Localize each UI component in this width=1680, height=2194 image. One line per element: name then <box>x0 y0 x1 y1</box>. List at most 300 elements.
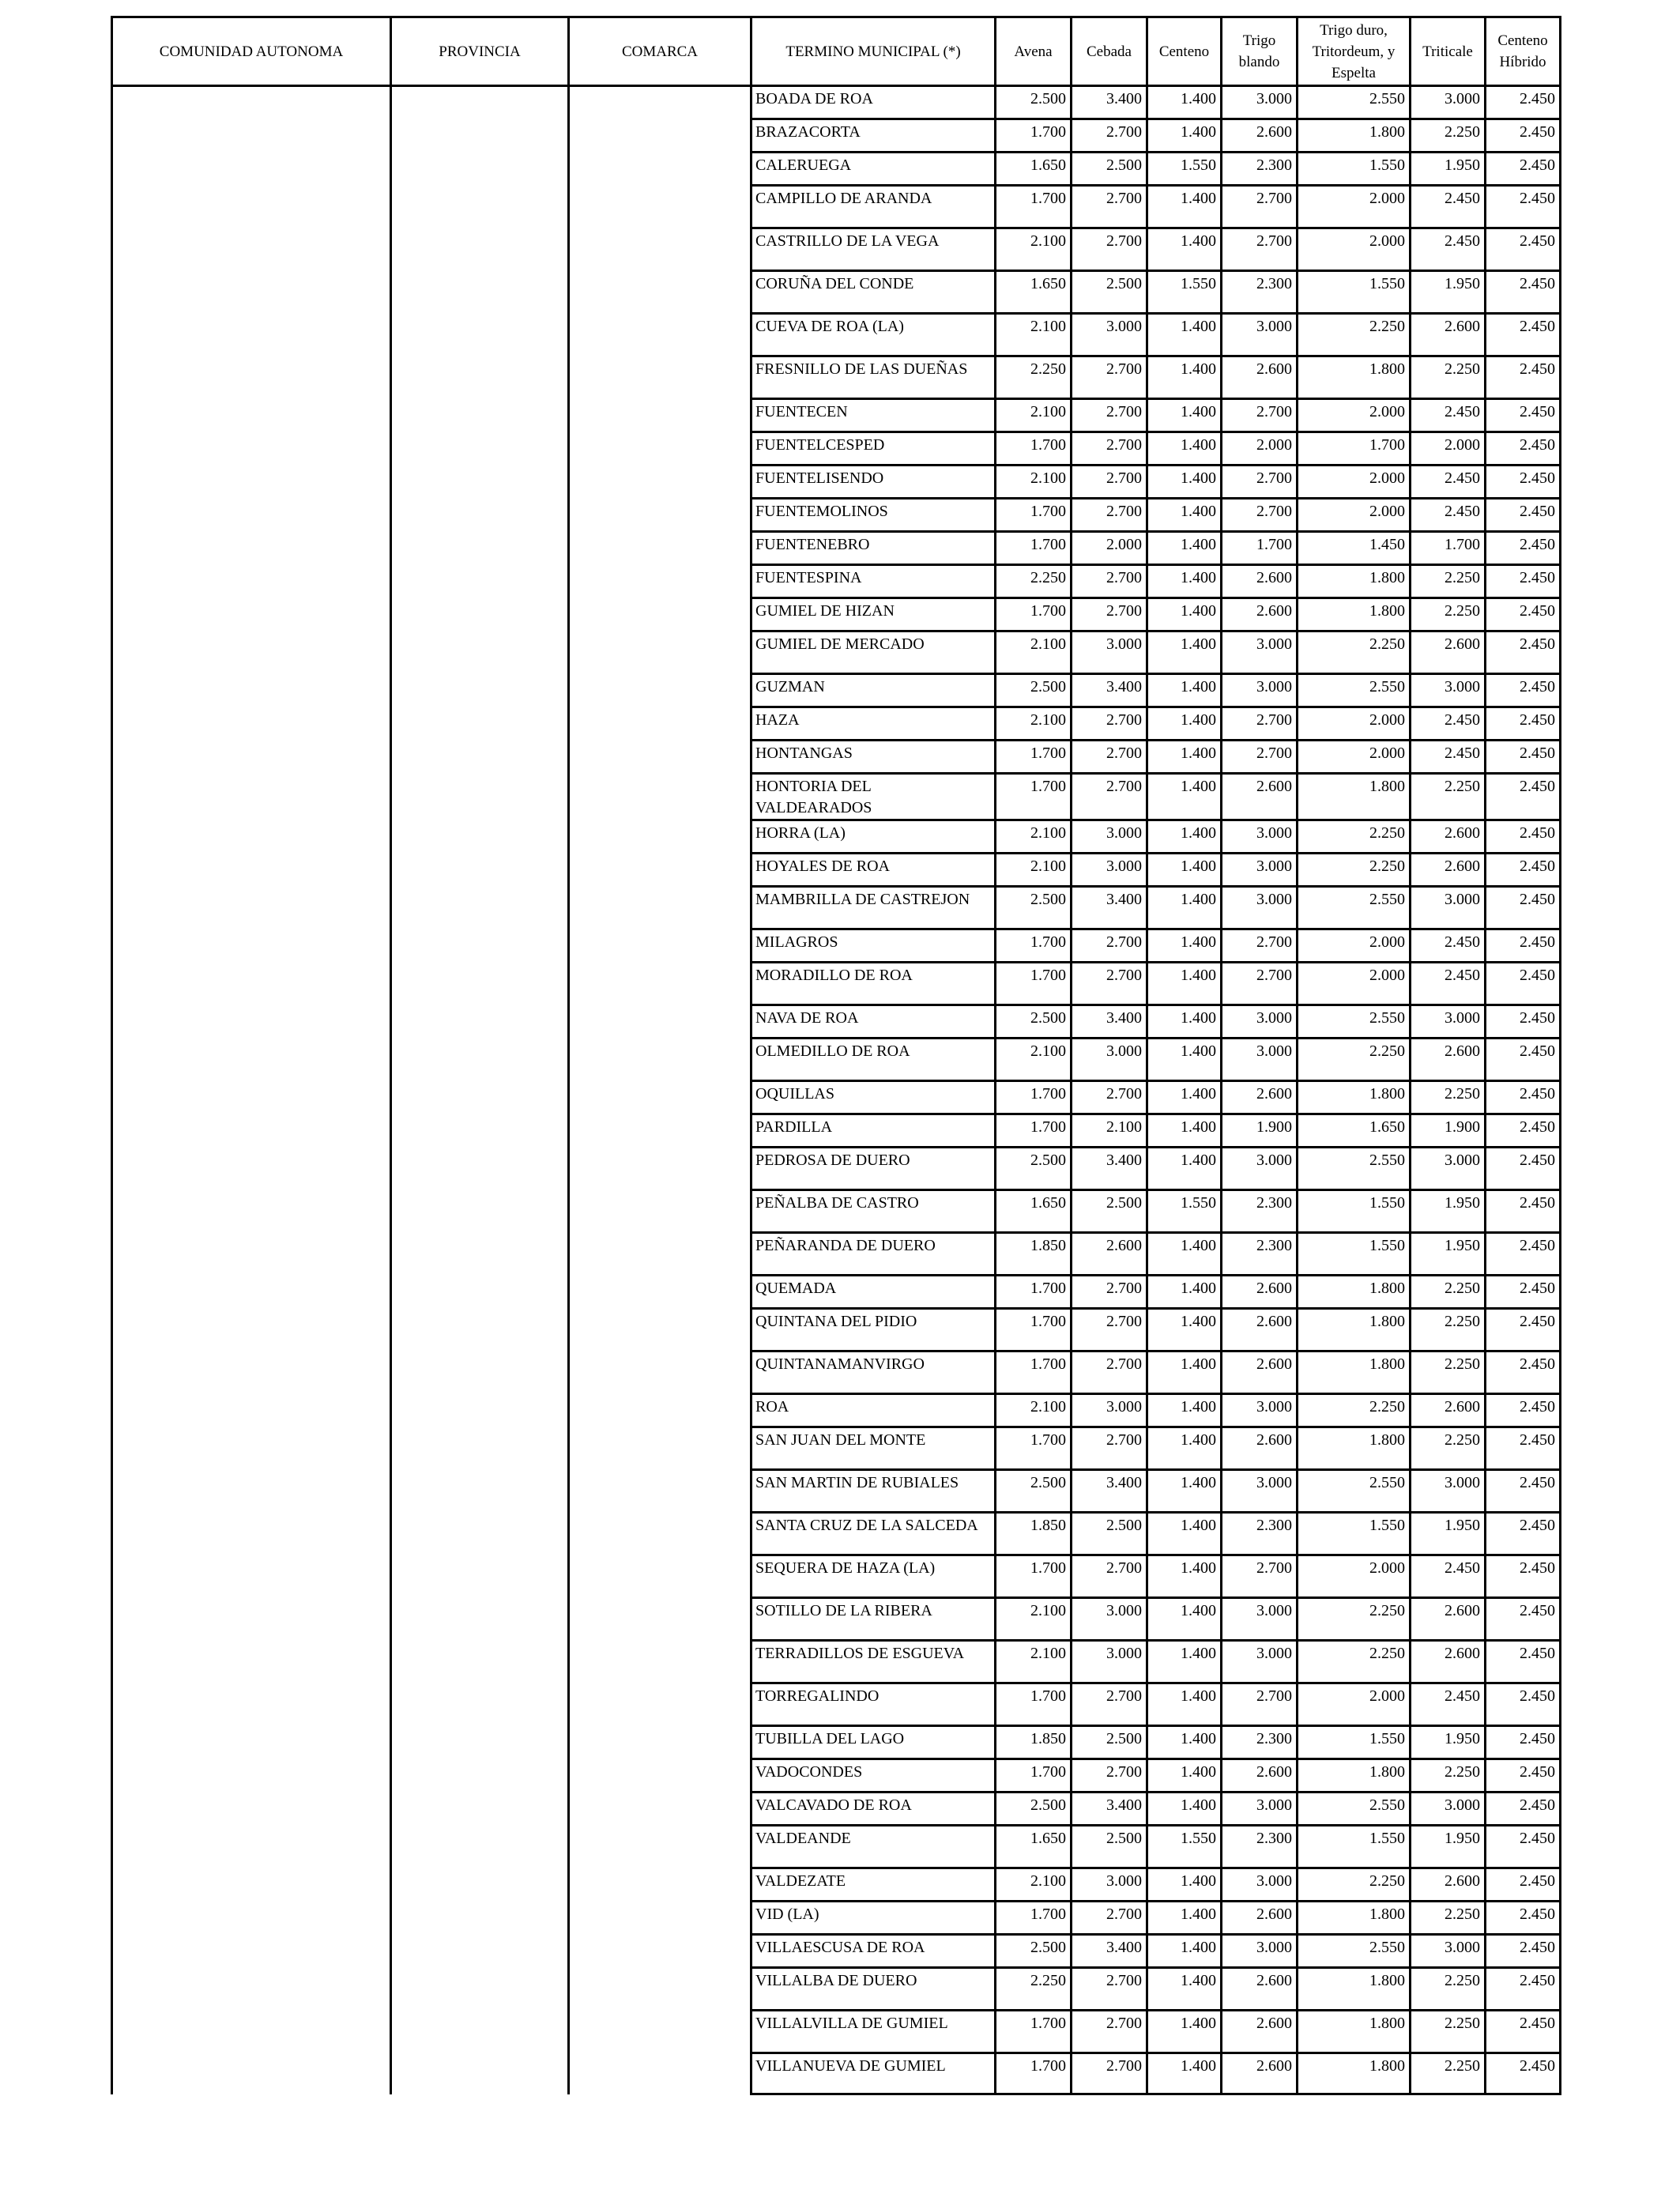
trigo-duro-value: 2.250 <box>1298 820 1411 854</box>
cebada-value: 3.000 <box>1072 854 1147 887</box>
centeno-value: 1.400 <box>1147 1470 1222 1513</box>
centeno-value: 1.400 <box>1147 1005 1222 1039</box>
trigo-duro-value: 1.800 <box>1298 1081 1411 1114</box>
cebada-value: 3.000 <box>1072 1641 1147 1683</box>
municipio-cell: PARDILLA <box>751 1114 996 1148</box>
triticale-value: 2.450 <box>1411 399 1486 432</box>
centeno-hibrido-value: 2.450 <box>1486 674 1561 707</box>
trigo-blando-value: 2.000 <box>1222 432 1298 466</box>
cebada-value: 3.000 <box>1072 1394 1147 1427</box>
triticale-value: 3.000 <box>1411 1148 1486 1190</box>
cebada-value: 2.700 <box>1072 598 1147 631</box>
header-comarca: COMARCA <box>569 17 751 86</box>
municipio-cell: SEQUERA DE HAZA (LA) <box>751 1555 996 1598</box>
cebada-value: 2.700 <box>1072 1902 1147 1935</box>
avena-value: 1.650 <box>996 1190 1072 1233</box>
triticale-value: 2.250 <box>1411 598 1486 631</box>
cebada-value: 2.700 <box>1072 1081 1147 1114</box>
cebada-value: 2.500 <box>1072 1513 1147 1555</box>
table-body <box>112 86 1561 2094</box>
trigo-blando-value: 2.600 <box>1222 1759 1298 1793</box>
centeno-hibrido-value: 2.450 <box>1486 1005 1561 1039</box>
trigo-duro-value: 1.800 <box>1298 1759 1411 1793</box>
header-triticale: Triticale <box>1411 17 1486 86</box>
centeno-hibrido-value: 2.450 <box>1486 887 1561 929</box>
trigo-blando-value: 2.700 <box>1222 1683 1298 1726</box>
cebada-value: 2.700 <box>1072 1427 1147 1470</box>
avena-value: 1.700 <box>996 1759 1072 1793</box>
trigo-blando-value: 3.000 <box>1222 1148 1298 1190</box>
trigo-blando-value: 3.000 <box>1222 86 1298 119</box>
avena-value: 1.700 <box>996 119 1072 153</box>
trigo-blando-value: 2.700 <box>1222 1555 1298 1598</box>
municipio-cell: VID (LA) <box>751 1902 996 1935</box>
centeno-value: 1.400 <box>1147 741 1222 774</box>
triticale-value: 1.950 <box>1411 1233 1486 1276</box>
centeno-hibrido-value: 2.450 <box>1486 2053 1561 2094</box>
centeno-hibrido-value: 2.450 <box>1486 929 1561 963</box>
municipio-cell: VILLALVILLA DE GUMIEL <box>751 2011 996 2053</box>
municipio-cell: HONTORIA DEL VALDEARADOS <box>751 774 996 820</box>
cebada-value: 3.000 <box>1072 1039 1147 1081</box>
triticale-value: 2.450 <box>1411 186 1486 228</box>
header-centeno: Centeno <box>1147 17 1222 86</box>
centeno-hibrido-value: 2.450 <box>1486 466 1561 499</box>
header-trigo-blando: Trigo blando <box>1222 17 1298 86</box>
municipio-cell: QUINTANA DEL PIDIO <box>751 1309 996 1351</box>
municipio-cell: MILAGROS <box>751 929 996 963</box>
trigo-duro-value: 2.250 <box>1298 1394 1411 1427</box>
avena-value: 1.700 <box>996 186 1072 228</box>
trigo-duro-value: 2.000 <box>1298 186 1411 228</box>
centeno-hibrido-value: 2.450 <box>1486 1233 1561 1276</box>
triticale-value: 2.000 <box>1411 432 1486 466</box>
avena-value: 2.100 <box>996 1641 1072 1683</box>
trigo-duro-value: 1.650 <box>1298 1114 1411 1148</box>
trigo-duro-value: 2.250 <box>1298 314 1411 356</box>
avena-value: 2.100 <box>996 466 1072 499</box>
avena-value: 2.500 <box>996 674 1072 707</box>
municipio-cell: TUBILLA DEL LAGO <box>751 1726 996 1759</box>
municipio-cell: MAMBRILLA DE CASTREJON <box>751 887 996 929</box>
centeno-value: 1.550 <box>1147 1826 1222 1868</box>
municipio-cell: OLMEDILLO DE ROA <box>751 1039 996 1081</box>
centeno-hibrido-value: 2.450 <box>1486 854 1561 887</box>
triticale-value: 2.450 <box>1411 707 1486 741</box>
cebada-value: 2.700 <box>1072 2011 1147 2053</box>
header-cebada: Cebada <box>1072 17 1147 86</box>
trigo-duro-value: 2.550 <box>1298 1793 1411 1826</box>
avena-value: 1.700 <box>996 1427 1072 1470</box>
centeno-value: 1.400 <box>1147 963 1222 1005</box>
cebada-value: 2.700 <box>1072 565 1147 598</box>
municipio-cell: QUINTANAMANVIRGO <box>751 1351 996 1394</box>
triticale-value: 3.000 <box>1411 86 1486 119</box>
avena-value: 2.500 <box>996 86 1072 119</box>
triticale-value: 2.250 <box>1411 1759 1486 1793</box>
avena-value: 1.700 <box>996 499 1072 532</box>
centeno-hibrido-value: 2.450 <box>1486 1902 1561 1935</box>
centeno-hibrido-value: 2.450 <box>1486 1826 1561 1868</box>
municipio-cell: HOYALES DE ROA <box>751 854 996 887</box>
centeno-hibrido-value: 2.450 <box>1486 1114 1561 1148</box>
trigo-blando-value: 2.600 <box>1222 598 1298 631</box>
avena-value: 1.700 <box>996 741 1072 774</box>
centeno-value: 1.400 <box>1147 707 1222 741</box>
trigo-blando-value: 3.000 <box>1222 1394 1298 1427</box>
triticale-value: 3.000 <box>1411 1935 1486 1968</box>
triticale-value: 2.450 <box>1411 963 1486 1005</box>
avena-value: 2.100 <box>996 1868 1072 1902</box>
centeno-hibrido-value: 2.450 <box>1486 499 1561 532</box>
cebada-value: 2.700 <box>1072 356 1147 399</box>
trigo-blando-value: 2.600 <box>1222 2053 1298 2094</box>
centeno-value: 1.400 <box>1147 1309 1222 1351</box>
centeno-hibrido-value: 2.450 <box>1486 2011 1561 2053</box>
centeno-hibrido-value: 2.450 <box>1486 1793 1561 1826</box>
trigo-duro-value: 2.550 <box>1298 86 1411 119</box>
avena-value: 2.100 <box>996 854 1072 887</box>
centeno-value: 1.400 <box>1147 1148 1222 1190</box>
trigo-blando-value: 3.000 <box>1222 1935 1298 1968</box>
avena-value: 1.700 <box>996 774 1072 820</box>
municipio-cell: TERRADILLOS DE ESGUEVA <box>751 1641 996 1683</box>
triticale-value: 1.950 <box>1411 153 1486 186</box>
centeno-hibrido-value: 2.450 <box>1486 820 1561 854</box>
provincia-cell <box>391 86 569 2094</box>
triticale-value: 2.450 <box>1411 1683 1486 1726</box>
triticale-value: 2.250 <box>1411 1351 1486 1394</box>
centeno-value: 1.400 <box>1147 432 1222 466</box>
trigo-blando-value: 2.700 <box>1222 929 1298 963</box>
trigo-blando-value: 3.000 <box>1222 1641 1298 1683</box>
trigo-duro-value: 1.800 <box>1298 1427 1411 1470</box>
triticale-value: 2.250 <box>1411 1968 1486 2011</box>
trigo-duro-value: 1.550 <box>1298 1726 1411 1759</box>
cebada-value: 2.700 <box>1072 399 1147 432</box>
trigo-duro-value: 1.800 <box>1298 2011 1411 2053</box>
centeno-hibrido-value: 2.450 <box>1486 1394 1561 1427</box>
cebada-value: 2.700 <box>1072 466 1147 499</box>
triticale-value: 1.950 <box>1411 1190 1486 1233</box>
centeno-hibrido-value: 2.450 <box>1486 399 1561 432</box>
avena-value: 1.700 <box>996 532 1072 565</box>
cebada-value: 3.000 <box>1072 1598 1147 1641</box>
avena-value: 2.500 <box>996 1470 1072 1513</box>
cebada-value: 2.700 <box>1072 2053 1147 2094</box>
municipio-cell: BRAZACORTA <box>751 119 996 153</box>
triticale-value: 2.250 <box>1411 1081 1486 1114</box>
trigo-blando-value: 2.300 <box>1222 271 1298 314</box>
trigo-duro-value: 1.550 <box>1298 1233 1411 1276</box>
trigo-duro-value: 2.250 <box>1298 1598 1411 1641</box>
trigo-blando-value: 2.700 <box>1222 466 1298 499</box>
trigo-duro-value: 2.000 <box>1298 499 1411 532</box>
centeno-hibrido-value: 2.450 <box>1486 963 1561 1005</box>
cebada-value: 3.400 <box>1072 1005 1147 1039</box>
trigo-duro-value: 2.550 <box>1298 1470 1411 1513</box>
avena-value: 2.100 <box>996 314 1072 356</box>
avena-value: 1.700 <box>996 432 1072 466</box>
centeno-value: 1.400 <box>1147 1759 1222 1793</box>
trigo-duro-value: 2.250 <box>1298 1641 1411 1683</box>
trigo-blando-value: 3.000 <box>1222 631 1298 674</box>
centeno-hibrido-value: 2.450 <box>1486 271 1561 314</box>
centeno-value: 1.550 <box>1147 153 1222 186</box>
triticale-value: 2.600 <box>1411 1598 1486 1641</box>
centeno-hibrido-value: 2.450 <box>1486 1276 1561 1309</box>
triticale-value: 1.700 <box>1411 532 1486 565</box>
trigo-duro-value: 2.250 <box>1298 631 1411 674</box>
centeno-value: 1.400 <box>1147 820 1222 854</box>
trigo-blando-value: 2.600 <box>1222 1427 1298 1470</box>
centeno-hibrido-value: 2.450 <box>1486 86 1561 119</box>
municipio-cell: FRESNILLO DE LAS DUEÑAS <box>751 356 996 399</box>
triticale-value: 3.000 <box>1411 887 1486 929</box>
trigo-duro-value: 2.000 <box>1298 1555 1411 1598</box>
triticale-value: 2.600 <box>1411 1039 1486 1081</box>
triticale-value: 3.000 <box>1411 674 1486 707</box>
avena-value: 2.100 <box>996 707 1072 741</box>
centeno-value: 1.400 <box>1147 86 1222 119</box>
centeno-value: 1.400 <box>1147 674 1222 707</box>
yield-table <box>111 16 1561 2095</box>
trigo-duro-value: 2.000 <box>1298 466 1411 499</box>
municipio-cell: CUEVA DE ROA (LA) <box>751 314 996 356</box>
trigo-duro-value: 1.550 <box>1298 153 1411 186</box>
centeno-hibrido-value: 2.450 <box>1486 228 1561 271</box>
triticale-value: 2.250 <box>1411 119 1486 153</box>
triticale-value: 2.250 <box>1411 774 1486 820</box>
cebada-value: 2.700 <box>1072 1351 1147 1394</box>
municipio-cell: FUENTELISENDO <box>751 466 996 499</box>
triticale-value: 2.600 <box>1411 314 1486 356</box>
cebada-value: 3.400 <box>1072 1470 1147 1513</box>
municipio-cell: GUMIEL DE HIZAN <box>751 598 996 631</box>
triticale-value: 2.250 <box>1411 1309 1486 1351</box>
trigo-blando-value: 3.000 <box>1222 1470 1298 1513</box>
cebada-value: 3.400 <box>1072 86 1147 119</box>
avena-value: 1.650 <box>996 153 1072 186</box>
trigo-blando-value: 2.300 <box>1222 1726 1298 1759</box>
centeno-hibrido-value: 2.450 <box>1486 1968 1561 2011</box>
header-centeno-hibrido: Centeno Híbrido <box>1486 17 1561 86</box>
municipio-cell: HAZA <box>751 707 996 741</box>
centeno-hibrido-value: 2.450 <box>1486 631 1561 674</box>
header-trigo-duro: Trigo duro, Tritordeum, y Espelta <box>1298 17 1411 86</box>
cebada-value: 3.400 <box>1072 1793 1147 1826</box>
cebada-value: 2.700 <box>1072 963 1147 1005</box>
centeno-hibrido-value: 2.450 <box>1486 314 1561 356</box>
municipio-cell: ROA <box>751 1394 996 1427</box>
trigo-duro-value: 2.000 <box>1298 228 1411 271</box>
centeno-hibrido-value: 2.450 <box>1486 1598 1561 1641</box>
centeno-value: 1.400 <box>1147 1394 1222 1427</box>
triticale-value: 1.950 <box>1411 271 1486 314</box>
avena-value: 2.250 <box>996 1968 1072 2011</box>
avena-value: 2.500 <box>996 1935 1072 1968</box>
municipio-cell: CALERUEGA <box>751 153 996 186</box>
avena-value: 2.100 <box>996 1039 1072 1081</box>
avena-value: 2.100 <box>996 399 1072 432</box>
cebada-value: 2.700 <box>1072 1555 1147 1598</box>
header-comunidad: COMUNIDAD AUTONOMA <box>112 17 391 86</box>
cebada-value: 2.000 <box>1072 532 1147 565</box>
trigo-blando-value: 3.000 <box>1222 314 1298 356</box>
cebada-value: 3.000 <box>1072 314 1147 356</box>
cebada-value: 3.400 <box>1072 887 1147 929</box>
trigo-blando-value: 2.600 <box>1222 1081 1298 1114</box>
avena-value: 1.700 <box>996 1902 1072 1935</box>
centeno-hibrido-value: 2.450 <box>1486 565 1561 598</box>
trigo-duro-value: 2.000 <box>1298 1683 1411 1726</box>
municipio-cell: VALDEANDE <box>751 1826 996 1868</box>
trigo-blando-value: 1.700 <box>1222 532 1298 565</box>
trigo-blando-value: 3.000 <box>1222 887 1298 929</box>
trigo-duro-value: 2.550 <box>1298 887 1411 929</box>
centeno-value: 1.400 <box>1147 399 1222 432</box>
municipio-cell: MORADILLO DE ROA <box>751 963 996 1005</box>
avena-value: 2.500 <box>996 1793 1072 1826</box>
municipio-cell: FUENTECEN <box>751 399 996 432</box>
municipio-cell: GUZMAN <box>751 674 996 707</box>
trigo-duro-value: 2.000 <box>1298 741 1411 774</box>
avena-value: 1.700 <box>996 1276 1072 1309</box>
cebada-value: 2.700 <box>1072 1759 1147 1793</box>
trigo-duro-value: 1.800 <box>1298 356 1411 399</box>
centeno-value: 1.400 <box>1147 356 1222 399</box>
trigo-duro-value: 2.550 <box>1298 1935 1411 1968</box>
cebada-value: 2.700 <box>1072 774 1147 820</box>
municipio-cell: FUENTENEBRO <box>751 532 996 565</box>
trigo-blando-value: 1.900 <box>1222 1114 1298 1148</box>
trigo-blando-value: 2.700 <box>1222 741 1298 774</box>
centeno-value: 1.400 <box>1147 1276 1222 1309</box>
trigo-duro-value: 1.700 <box>1298 432 1411 466</box>
trigo-duro-value: 2.250 <box>1298 854 1411 887</box>
cebada-value: 2.700 <box>1072 119 1147 153</box>
cebada-value: 2.700 <box>1072 1683 1147 1726</box>
avena-value: 1.700 <box>996 1114 1072 1148</box>
trigo-duro-value: 1.550 <box>1298 271 1411 314</box>
centeno-hibrido-value: 2.450 <box>1486 186 1561 228</box>
centeno-value: 1.400 <box>1147 1427 1222 1470</box>
municipio-cell: CORUÑA DEL CONDE <box>751 271 996 314</box>
centeno-hibrido-value: 2.450 <box>1486 1513 1561 1555</box>
municipio-cell: OQUILLAS <box>751 1081 996 1114</box>
cebada-value: 2.700 <box>1072 741 1147 774</box>
avena-value: 2.100 <box>996 228 1072 271</box>
avena-value: 1.850 <box>996 1726 1072 1759</box>
table-header <box>112 17 1561 86</box>
cebada-value: 3.400 <box>1072 674 1147 707</box>
trigo-blando-value: 2.700 <box>1222 963 1298 1005</box>
centeno-hibrido-value: 2.450 <box>1486 1309 1561 1351</box>
triticale-value: 2.600 <box>1411 1394 1486 1427</box>
header-termino: TERMINO MUNICIPAL (*) <box>751 17 996 86</box>
triticale-value: 3.000 <box>1411 1005 1486 1039</box>
municipio-cell: HORRA (LA) <box>751 820 996 854</box>
centeno-hibrido-value: 2.450 <box>1486 1759 1561 1793</box>
avena-value: 1.700 <box>996 1683 1072 1726</box>
centeno-value: 1.400 <box>1147 314 1222 356</box>
table-row <box>112 86 1561 119</box>
cebada-value: 2.500 <box>1072 271 1147 314</box>
trigo-blando-value: 2.300 <box>1222 1233 1298 1276</box>
trigo-blando-value: 2.300 <box>1222 1190 1298 1233</box>
triticale-value: 2.600 <box>1411 1641 1486 1683</box>
centeno-hibrido-value: 2.450 <box>1486 1081 1561 1114</box>
trigo-duro-value: 1.800 <box>1298 1351 1411 1394</box>
trigo-blando-value: 2.700 <box>1222 228 1298 271</box>
trigo-duro-value: 1.800 <box>1298 1276 1411 1309</box>
triticale-value: 2.250 <box>1411 1276 1486 1309</box>
municipio-cell: PEÑALBA DE CASTRO <box>751 1190 996 1233</box>
municipio-cell: CAMPILLO DE ARANDA <box>751 186 996 228</box>
centeno-value: 1.400 <box>1147 1641 1222 1683</box>
avena-value: 1.700 <box>996 1309 1072 1351</box>
trigo-duro-value: 1.800 <box>1298 1902 1411 1935</box>
cebada-value: 2.700 <box>1072 432 1147 466</box>
centeno-hibrido-value: 2.450 <box>1486 1555 1561 1598</box>
trigo-blando-value: 2.600 <box>1222 119 1298 153</box>
municipio-cell: BOADA DE ROA <box>751 86 996 119</box>
avena-value: 1.700 <box>996 1081 1072 1114</box>
trigo-duro-value: 1.800 <box>1298 1968 1411 2011</box>
centeno-value: 1.400 <box>1147 1039 1222 1081</box>
cebada-value: 3.000 <box>1072 820 1147 854</box>
municipio-cell: VALDEZATE <box>751 1868 996 1902</box>
centeno-value: 1.400 <box>1147 228 1222 271</box>
municipio-cell: NAVA DE ROA <box>751 1005 996 1039</box>
cebada-value: 2.100 <box>1072 1114 1147 1148</box>
municipio-cell: CASTRILLO DE LA VEGA <box>751 228 996 271</box>
centeno-value: 1.400 <box>1147 1793 1222 1826</box>
trigo-blando-value: 3.000 <box>1222 1039 1298 1081</box>
centeno-hibrido-value: 2.450 <box>1486 1641 1561 1683</box>
avena-value: 2.500 <box>996 1005 1072 1039</box>
centeno-value: 1.400 <box>1147 2011 1222 2053</box>
trigo-blando-value: 2.600 <box>1222 356 1298 399</box>
trigo-duro-value: 2.000 <box>1298 399 1411 432</box>
triticale-value: 2.450 <box>1411 499 1486 532</box>
trigo-duro-value: 2.000 <box>1298 707 1411 741</box>
centeno-value: 1.400 <box>1147 1233 1222 1276</box>
trigo-blando-value: 2.600 <box>1222 2011 1298 2053</box>
trigo-blando-value: 2.300 <box>1222 1513 1298 1555</box>
avena-value: 2.500 <box>996 887 1072 929</box>
trigo-duro-value: 1.800 <box>1298 119 1411 153</box>
municipio-cell: TORREGALINDO <box>751 1683 996 1726</box>
trigo-blando-value: 3.000 <box>1222 1868 1298 1902</box>
avena-value: 2.500 <box>996 1148 1072 1190</box>
municipio-cell: QUEMADA <box>751 1276 996 1309</box>
centeno-hibrido-value: 2.450 <box>1486 432 1561 466</box>
cebada-value: 2.500 <box>1072 1726 1147 1759</box>
trigo-blando-value: 2.600 <box>1222 1309 1298 1351</box>
triticale-value: 2.450 <box>1411 228 1486 271</box>
triticale-value: 3.000 <box>1411 1470 1486 1513</box>
avena-value: 1.850 <box>996 1233 1072 1276</box>
triticale-value: 1.950 <box>1411 1513 1486 1555</box>
centeno-hibrido-value: 2.450 <box>1486 1039 1561 1081</box>
centeno-value: 1.550 <box>1147 271 1222 314</box>
centeno-value: 1.400 <box>1147 854 1222 887</box>
trigo-blando-value: 2.700 <box>1222 707 1298 741</box>
centeno-hibrido-value: 2.450 <box>1486 1148 1561 1190</box>
triticale-value: 2.600 <box>1411 631 1486 674</box>
cebada-value: 3.000 <box>1072 631 1147 674</box>
